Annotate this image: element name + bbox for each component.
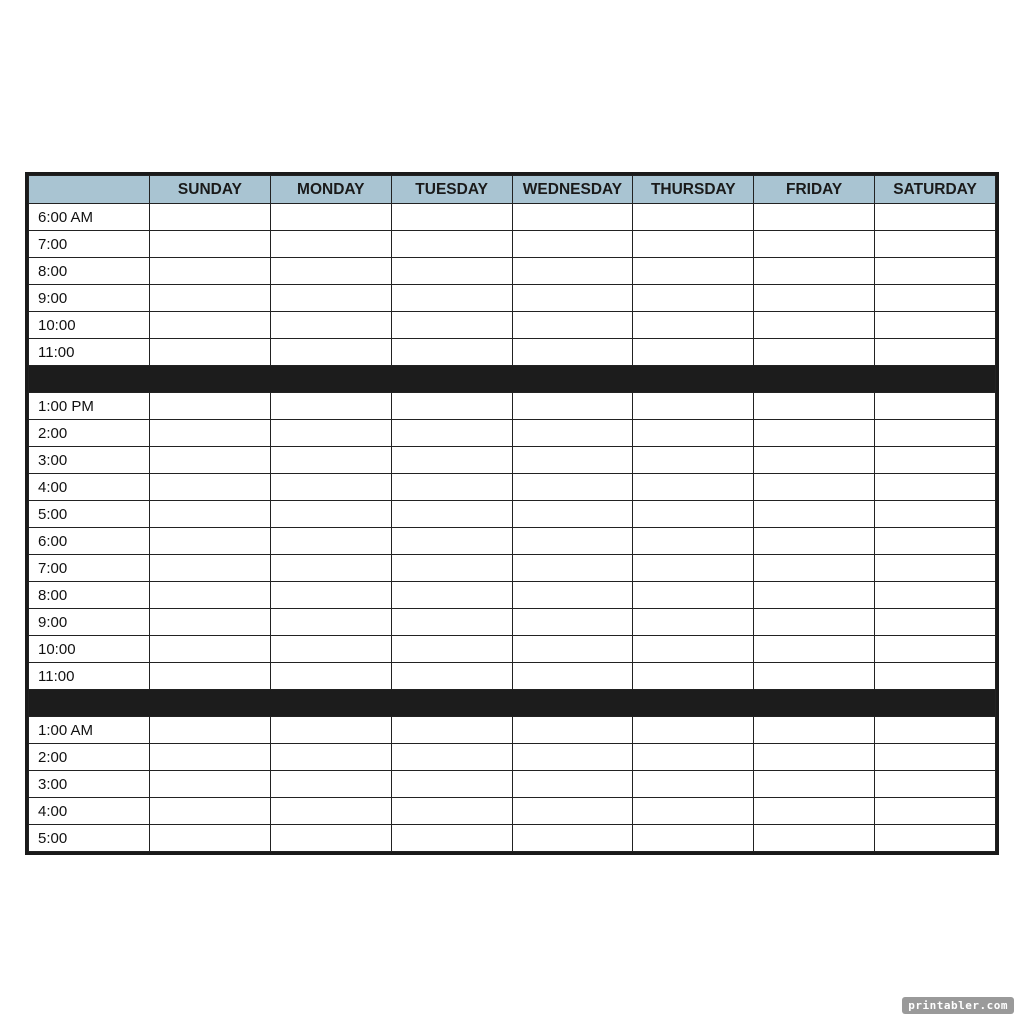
time-row	[29, 339, 996, 366]
slot-cell-thursday[interactable]	[633, 447, 754, 474]
time-row	[29, 474, 996, 501]
watermark: printabler.com	[902, 997, 1014, 1014]
slot-cell-saturday[interactable]	[875, 339, 996, 366]
slot-cell-thursday[interactable]	[633, 609, 754, 636]
slot-cell-friday[interactable]	[754, 663, 875, 690]
slot-cell-thursday[interactable]	[633, 744, 754, 771]
time-row	[29, 771, 996, 798]
slot-cell-sunday[interactable]	[150, 771, 271, 798]
slot-cell-saturday[interactable]	[875, 312, 996, 339]
slot-cell-thursday[interactable]	[633, 501, 754, 528]
day-header-wednesday: WEDNESDAY	[512, 176, 633, 204]
slot-cell-wednesday[interactable]	[512, 609, 633, 636]
slot-cell-tuesday[interactable]	[391, 717, 512, 744]
slot-cell-wednesday[interactable]	[512, 528, 633, 555]
slot-cell-friday[interactable]	[754, 798, 875, 825]
slot-cell-wednesday[interactable]	[512, 393, 633, 420]
slot-cell-thursday[interactable]	[633, 420, 754, 447]
slot-cell-sunday[interactable]	[150, 663, 271, 690]
slot-cell-thursday[interactable]	[633, 717, 754, 744]
day-header-row	[29, 176, 996, 204]
slot-cell-tuesday[interactable]	[391, 285, 512, 312]
slot-cell-friday[interactable]	[754, 339, 875, 366]
slot-cell-friday[interactable]	[754, 258, 875, 285]
slot-cell-monday[interactable]	[270, 744, 391, 771]
time-label: 4:00	[29, 474, 150, 501]
slot-cell-tuesday[interactable]	[391, 825, 512, 852]
slot-cell-friday[interactable]	[754, 420, 875, 447]
slot-cell-wednesday[interactable]	[512, 744, 633, 771]
slot-cell-tuesday[interactable]	[391, 231, 512, 258]
slot-cell-friday[interactable]	[754, 393, 875, 420]
weekly-schedule-grid	[25, 172, 999, 855]
slot-cell-monday[interactable]	[270, 312, 391, 339]
slot-cell-wednesday[interactable]	[512, 312, 633, 339]
slot-cell-friday[interactable]	[754, 609, 875, 636]
slot-cell-monday[interactable]	[270, 636, 391, 663]
slot-cell-thursday[interactable]	[633, 258, 754, 285]
time-row	[29, 798, 996, 825]
time-row	[29, 231, 996, 258]
slot-cell-sunday[interactable]	[150, 420, 271, 447]
slot-cell-saturday[interactable]	[875, 528, 996, 555]
schedule-table	[28, 175, 996, 852]
time-label: 10:00	[29, 636, 150, 663]
slot-cell-saturday[interactable]	[875, 231, 996, 258]
time-label: 1:00 AM	[29, 717, 150, 744]
slot-cell-thursday[interactable]	[633, 528, 754, 555]
slot-cell-sunday[interactable]	[150, 474, 271, 501]
time-label: 4:00	[29, 798, 150, 825]
slot-cell-sunday[interactable]	[150, 609, 271, 636]
slot-cell-sunday[interactable]	[150, 258, 271, 285]
slot-cell-monday[interactable]	[270, 204, 391, 231]
time-row	[29, 744, 996, 771]
slot-cell-tuesday[interactable]	[391, 771, 512, 798]
slot-cell-friday[interactable]	[754, 717, 875, 744]
slot-cell-friday[interactable]	[754, 204, 875, 231]
time-label: 9:00	[29, 285, 150, 312]
slot-cell-tuesday[interactable]	[391, 474, 512, 501]
slot-cell-monday[interactable]	[270, 717, 391, 744]
slot-cell-saturday[interactable]	[875, 663, 996, 690]
slot-cell-tuesday[interactable]	[391, 312, 512, 339]
slot-cell-sunday[interactable]	[150, 231, 271, 258]
slot-cell-thursday[interactable]	[633, 393, 754, 420]
slot-cell-wednesday[interactable]	[512, 555, 633, 582]
day-header-sunday: SUNDAY	[150, 176, 271, 204]
section-divider-bar	[29, 690, 996, 717]
slot-cell-thursday[interactable]	[633, 312, 754, 339]
slot-cell-friday[interactable]	[754, 636, 875, 663]
slot-cell-sunday[interactable]	[150, 555, 271, 582]
slot-cell-saturday[interactable]	[875, 285, 996, 312]
time-label: 3:00	[29, 771, 150, 798]
slot-cell-sunday[interactable]	[150, 285, 271, 312]
slot-cell-friday[interactable]	[754, 312, 875, 339]
slot-cell-friday[interactable]	[754, 528, 875, 555]
slot-cell-friday[interactable]	[754, 825, 875, 852]
slot-cell-tuesday[interactable]	[391, 663, 512, 690]
time-label: 6:00	[29, 528, 150, 555]
slot-cell-saturday[interactable]	[875, 609, 996, 636]
slot-cell-wednesday[interactable]	[512, 231, 633, 258]
slot-cell-tuesday[interactable]	[391, 339, 512, 366]
slot-cell-wednesday[interactable]	[512, 339, 633, 366]
time-label: 11:00	[29, 339, 150, 366]
slot-cell-wednesday[interactable]	[512, 582, 633, 609]
slot-cell-wednesday[interactable]	[512, 636, 633, 663]
time-row	[29, 393, 996, 420]
slot-cell-saturday[interactable]	[875, 636, 996, 663]
slot-cell-monday[interactable]	[270, 285, 391, 312]
slot-cell-sunday[interactable]	[150, 582, 271, 609]
slot-cell-wednesday[interactable]	[512, 420, 633, 447]
slot-cell-monday[interactable]	[270, 339, 391, 366]
slot-cell-thursday[interactable]	[633, 231, 754, 258]
time-row	[29, 609, 996, 636]
slot-cell-friday[interactable]	[754, 501, 875, 528]
day-header-thursday: THURSDAY	[633, 176, 754, 204]
time-label: 5:00	[29, 501, 150, 528]
section-divider-bar	[29, 366, 996, 393]
slot-cell-friday[interactable]	[754, 447, 875, 474]
slot-cell-tuesday[interactable]	[391, 420, 512, 447]
slot-cell-sunday[interactable]	[150, 636, 271, 663]
slot-cell-saturday[interactable]	[875, 258, 996, 285]
time-label: 6:00 AM	[29, 204, 150, 231]
slot-cell-tuesday[interactable]	[391, 609, 512, 636]
day-header-saturday: SATURDAY	[875, 176, 996, 204]
time-label: 9:00	[29, 609, 150, 636]
slot-cell-sunday[interactable]	[150, 339, 271, 366]
slot-cell-sunday[interactable]	[150, 312, 271, 339]
slot-cell-friday[interactable]	[754, 744, 875, 771]
slot-cell-monday[interactable]	[270, 420, 391, 447]
time-row	[29, 636, 996, 663]
slot-cell-wednesday[interactable]	[512, 501, 633, 528]
slot-cell-monday[interactable]	[270, 474, 391, 501]
slot-cell-tuesday[interactable]	[391, 555, 512, 582]
time-label: 2:00	[29, 744, 150, 771]
time-row	[29, 501, 996, 528]
slot-cell-tuesday[interactable]	[391, 501, 512, 528]
time-label: 7:00	[29, 555, 150, 582]
slot-cell-tuesday[interactable]	[391, 258, 512, 285]
slot-cell-friday[interactable]	[754, 555, 875, 582]
slot-cell-wednesday[interactable]	[512, 663, 633, 690]
slot-cell-thursday[interactable]	[633, 339, 754, 366]
day-header-monday: MONDAY	[270, 176, 391, 204]
slot-cell-monday[interactable]	[270, 663, 391, 690]
slot-cell-saturday[interactable]	[875, 582, 996, 609]
slot-cell-friday[interactable]	[754, 474, 875, 501]
time-label: 7:00	[29, 231, 150, 258]
slot-cell-monday[interactable]	[270, 609, 391, 636]
slot-cell-saturday[interactable]	[875, 420, 996, 447]
slot-cell-saturday[interactable]	[875, 204, 996, 231]
slot-cell-monday[interactable]	[270, 447, 391, 474]
header-corner-cell	[29, 176, 150, 204]
slot-cell-friday[interactable]	[754, 231, 875, 258]
time-row	[29, 582, 996, 609]
time-label: 10:00	[29, 312, 150, 339]
slot-cell-thursday[interactable]	[633, 798, 754, 825]
slot-cell-tuesday[interactable]	[391, 447, 512, 474]
slot-cell-saturday[interactable]	[875, 825, 996, 852]
slot-cell-sunday[interactable]	[150, 204, 271, 231]
slot-cell-thursday[interactable]	[633, 636, 754, 663]
slot-cell-wednesday[interactable]	[512, 771, 633, 798]
section-divider-row	[29, 366, 996, 393]
slot-cell-monday[interactable]	[270, 501, 391, 528]
slot-cell-friday[interactable]	[754, 582, 875, 609]
slot-cell-tuesday[interactable]	[391, 636, 512, 663]
time-row	[29, 285, 996, 312]
slot-cell-tuesday[interactable]	[391, 798, 512, 825]
slot-cell-wednesday[interactable]	[512, 717, 633, 744]
slot-cell-wednesday[interactable]	[512, 285, 633, 312]
slot-cell-monday[interactable]	[270, 528, 391, 555]
slot-cell-monday[interactable]	[270, 582, 391, 609]
slot-cell-wednesday[interactable]	[512, 204, 633, 231]
slot-cell-saturday[interactable]	[875, 393, 996, 420]
time-row	[29, 825, 996, 852]
time-row	[29, 204, 996, 231]
time-row	[29, 663, 996, 690]
slot-cell-monday[interactable]	[270, 798, 391, 825]
slot-cell-thursday[interactable]	[633, 204, 754, 231]
slot-cell-thursday[interactable]	[633, 771, 754, 798]
slot-cell-thursday[interactable]	[633, 825, 754, 852]
slot-cell-tuesday[interactable]	[391, 393, 512, 420]
schedule-body	[29, 204, 996, 852]
slot-cell-friday[interactable]	[754, 285, 875, 312]
slot-cell-saturday[interactable]	[875, 474, 996, 501]
section-divider-row	[29, 690, 996, 717]
slot-cell-sunday[interactable]	[150, 798, 271, 825]
slot-cell-saturday[interactable]	[875, 501, 996, 528]
time-row	[29, 528, 996, 555]
slot-cell-tuesday[interactable]	[391, 582, 512, 609]
time-row	[29, 447, 996, 474]
slot-cell-sunday[interactable]	[150, 528, 271, 555]
slot-cell-saturday[interactable]	[875, 744, 996, 771]
day-header-tuesday: TUESDAY	[391, 176, 512, 204]
slot-cell-monday[interactable]	[270, 393, 391, 420]
slot-cell-saturday[interactable]	[875, 771, 996, 798]
slot-cell-monday[interactable]	[270, 258, 391, 285]
slot-cell-wednesday[interactable]	[512, 825, 633, 852]
slot-cell-monday[interactable]	[270, 771, 391, 798]
time-label: 2:00	[29, 420, 150, 447]
slot-cell-tuesday[interactable]	[391, 744, 512, 771]
slot-cell-sunday[interactable]	[150, 501, 271, 528]
slot-cell-sunday[interactable]	[150, 393, 271, 420]
slot-cell-thursday[interactable]	[633, 663, 754, 690]
slot-cell-thursday[interactable]	[633, 582, 754, 609]
time-row	[29, 420, 996, 447]
slot-cell-tuesday[interactable]	[391, 204, 512, 231]
slot-cell-saturday[interactable]	[875, 447, 996, 474]
slot-cell-thursday[interactable]	[633, 285, 754, 312]
time-row	[29, 717, 996, 744]
time-label: 8:00	[29, 258, 150, 285]
slot-cell-saturday[interactable]	[875, 798, 996, 825]
slot-cell-wednesday[interactable]	[512, 258, 633, 285]
slot-cell-wednesday[interactable]	[512, 798, 633, 825]
time-label: 3:00	[29, 447, 150, 474]
time-label: 11:00	[29, 663, 150, 690]
time-row	[29, 258, 996, 285]
slot-cell-wednesday[interactable]	[512, 474, 633, 501]
day-header-friday: FRIDAY	[754, 176, 875, 204]
slot-cell-monday[interactable]	[270, 825, 391, 852]
time-label: 8:00	[29, 582, 150, 609]
time-row	[29, 312, 996, 339]
slot-cell-friday[interactable]	[754, 771, 875, 798]
slot-cell-sunday[interactable]	[150, 717, 271, 744]
slot-cell-thursday[interactable]	[633, 555, 754, 582]
slot-cell-monday[interactable]	[270, 555, 391, 582]
time-label: 5:00	[29, 825, 150, 852]
slot-cell-sunday[interactable]	[150, 825, 271, 852]
slot-cell-sunday[interactable]	[150, 447, 271, 474]
slot-cell-monday[interactable]	[270, 231, 391, 258]
slot-cell-sunday[interactable]	[150, 744, 271, 771]
slot-cell-wednesday[interactable]	[512, 447, 633, 474]
slot-cell-saturday[interactable]	[875, 717, 996, 744]
slot-cell-thursday[interactable]	[633, 474, 754, 501]
time-row	[29, 555, 996, 582]
slot-cell-tuesday[interactable]	[391, 528, 512, 555]
time-label: 1:00 PM	[29, 393, 150, 420]
slot-cell-saturday[interactable]	[875, 555, 996, 582]
